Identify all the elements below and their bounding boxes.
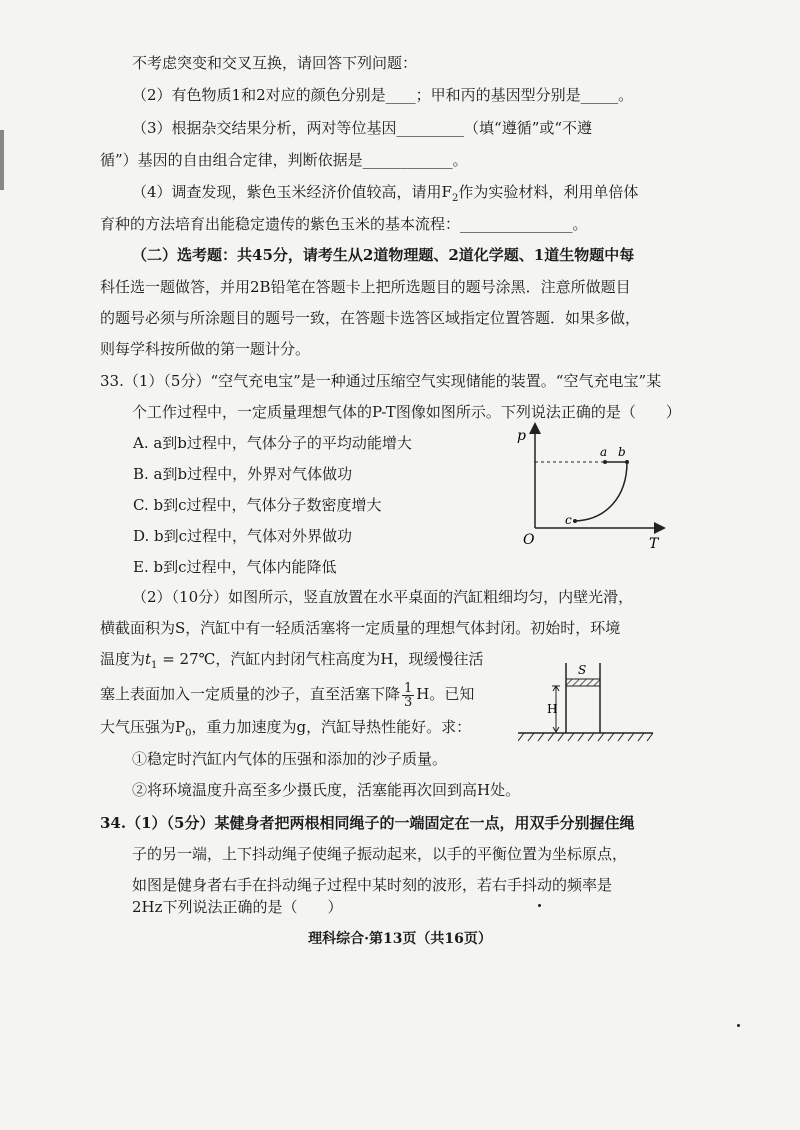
q4-text-b: 作为实验材料，利用单倍体: [458, 183, 639, 201]
t1-subscript: 1: [151, 660, 158, 671]
question-33-line-1: 33.（1）（5分）“空气充电宝”是一种通过压缩空气实现储能的装置。“空气充电宝”某: [100, 372, 662, 390]
intro-text: 不考虑突变和交叉互换，请回答下列问题：: [132, 54, 418, 72]
option-a: A. a到b过程中，气体分子的平均动能增大: [133, 434, 412, 452]
question-34-line-3: 如图是健身者右手在抖动绳子过程中某时刻的波形，若右手抖动的频率是: [132, 876, 613, 894]
section-2-line-3: 的题号必须与所涂题目的题号一致，在答题卡选答区域指定位置答题．如果多做，: [100, 309, 641, 327]
c-label: c: [565, 513, 572, 527]
fraction-denominator: 3: [404, 694, 413, 710]
t1-symbol: t: [145, 650, 152, 668]
pt-graph: [505, 420, 675, 555]
point-c: [573, 519, 577, 523]
q33b-text-c: 塞上表面加入一定质量的沙子，直至活塞下降: [100, 685, 401, 703]
question-33-line-2: 个工作过程中，一定质量理想气体的P-T图像如图所示。下列说法正确的是（ ）: [132, 403, 681, 421]
piston: [566, 679, 600, 686]
option-c: C. b到c过程中，气体分子数密度增大: [133, 496, 382, 514]
page-footer: 理科综合·第13页（共16页）: [308, 931, 492, 947]
question-3-line-1: （3）根据杂交结果分析，两对等位基因_________（填“遵循”或“不遵: [132, 119, 593, 137]
sub-question-2: ②将环境温度升高至多少摄氏度，活塞能再次回到高H处。: [132, 781, 521, 799]
p0-subscript: 0: [185, 728, 192, 739]
origin-label: O: [523, 532, 535, 548]
question-34-line-4: 2Hz下列说法正确的是（ ）: [132, 898, 343, 916]
bc-curve: [575, 462, 627, 521]
question-34-line-2: 子的另一端，上下抖动绳子使绳子振动起来，以手的平衡位置为坐标原点，: [132, 845, 628, 863]
sub-question-1: ①稳定时汽缸内气体的压强和添加的沙子质量。: [132, 750, 448, 768]
b-label: b: [618, 445, 626, 459]
scan-edge-mark: [0, 130, 4, 190]
s-label: S: [578, 663, 587, 677]
q4-subscript: 2: [451, 193, 459, 204]
option-e: E. b到c过程中，气体内能降低: [133, 558, 337, 576]
p-label: p: [517, 428, 526, 444]
question-4-line-1: [132, 181, 732, 210]
q33b-text-b: = 27℃，汽缸内封闭气柱高度为H，现缓慢往活: [157, 650, 484, 668]
q33b-text-f: ，重力加速度为g，汽缸导热性能好。求：: [191, 718, 472, 736]
table-hatching: [518, 733, 653, 741]
question-33b-line-2: 横截面积为S，汽缸中有一轻质活塞将一定质量的理想气体封闭。初始时，环境: [100, 619, 621, 637]
t-label: T: [649, 536, 659, 552]
q4-text-a: （4）调查发现，紫色玉米经济价值较高，请用F: [132, 183, 452, 201]
fraction-one-third: [402, 682, 414, 709]
question-2: （2）有色物质1和2对应的颜色分别是____；甲和丙的基因型分别是_____。: [132, 86, 634, 104]
q33b-text-d: H。已知: [416, 685, 475, 703]
question-3-line-2: 循”）基因的自由组合定律，判断依据是____________。: [100, 151, 468, 169]
scan-speck: [538, 904, 541, 907]
scan-speck: [737, 1024, 740, 1027]
a-label: a: [600, 445, 608, 459]
point-a: [603, 460, 607, 464]
point-b: [625, 460, 629, 464]
option-b: B. a到b过程中，外界对气体做功: [133, 465, 353, 483]
q33b-text-e: 大气压强为P: [100, 718, 186, 736]
section-2-line-4: 则每学科按所做的第一题计分。: [100, 340, 311, 358]
option-d: D. b到c过程中，气体对外界做功: [133, 527, 353, 545]
question-4-line-2: 育种的方法培育出能稳定遗传的紫色玉米的基本流程：_______________。: [100, 215, 588, 233]
question-33b-line-1: （2）（10分）如图所示，竖直放置在水平桌面的汽缸粗细均匀，内壁光滑，: [132, 588, 634, 606]
section-2-line-2: 科任选一题做答，并用2B铅笔在答题卡上把所选题目的题号涂黑．注意所做题目: [100, 278, 631, 296]
cylinder-figure: [518, 655, 658, 745]
q33b-text-a: 温度为: [100, 650, 146, 668]
section-2-heading: （二）选考题：共45分，请考生从2道物理题、2道化学题、1道生物题中每: [132, 246, 635, 264]
fraction-numerator: 1: [404, 680, 413, 696]
h-label: H: [547, 702, 558, 716]
question-34-line-1: 34.（1）（5分）某健身者把两根相同绳子的一端固定在一点，用双手分别握住绳: [100, 814, 635, 832]
